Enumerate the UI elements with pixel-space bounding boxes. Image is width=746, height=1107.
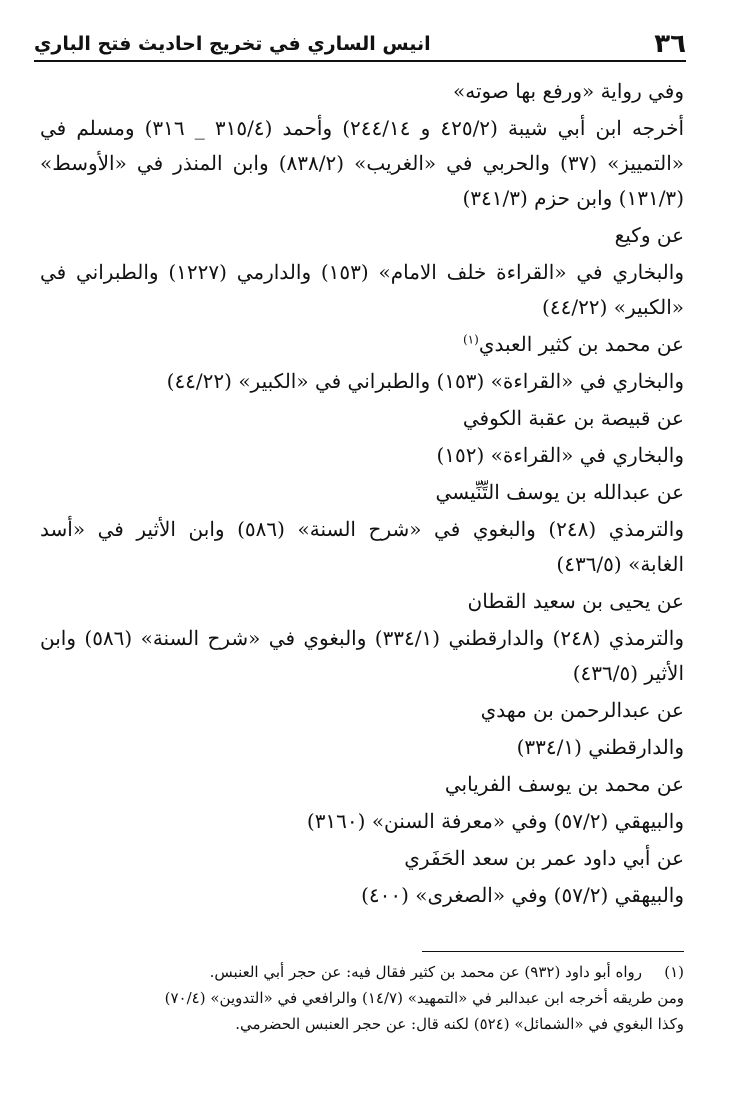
paragraph-text: عن محمد بن كثير العبدي <box>478 332 684 356</box>
text-paragraph: عن قبيصة بن عقبة الكوفي <box>462 406 684 430</box>
text-paragraph: وفي رواية «ورفع بها صوته» <box>453 79 684 103</box>
text-paragraph: والدارقطني (٣٣٤/١) <box>516 735 684 759</box>
running-title: انيس الساري في تخريج احاديث فتح الباري <box>34 33 431 55</box>
text-paragraph: عن يحيى بن سعيد القطان <box>467 589 684 613</box>
text-paragraph: والترمذي (٢٤٨) والدارقطني (٣٣٤/١) والبغوي في «شرح السنة» (٥٨٦) وابن الأثير (٤٣٦/٥) <box>40 626 685 685</box>
text-paragraph: والبيهقي (٥٧/٢) وفي «معرفة السنن» (٣١٦٠) <box>306 809 684 833</box>
footnote-reference: (١) <box>462 332 479 347</box>
main-text <box>40 74 684 915</box>
page-number: ٣٦ <box>654 29 686 59</box>
text-paragraph: والبيهقي (٥٧/٢) وفي «الصغرى» (٤٠٠) <box>361 883 684 907</box>
footnote-row <box>40 959 684 985</box>
text-paragraph: عن محمد بن يوسف الفريابي <box>444 772 684 796</box>
text-paragraph: عن عبدالرحمن بن مهدي <box>480 698 684 722</box>
footnote-divider <box>422 951 684 952</box>
text-paragraph: أخرجه ابن أبي شيبة (٤٢٥/٢ و ٢٤٤/١٤) وأحمد (٣١٥/٤ _ ٣١٦) ومسلم في «التمييز» (٣٧) والحربي في «الغريب» (٨٣٨/٢) وابن المنذر في «الأوسط» (١٣١/٣) وابن حزم (٣٤١/٣) <box>40 116 685 210</box>
footnote-number: (١) <box>664 963 684 981</box>
text-paragraph: والترمذي (٢٤٨) والبغوي في «شرح السنة» (٥٨٦) وابن الأثير في «أسد الغابة» (٤٣٦/٥) <box>40 517 684 576</box>
text-paragraph: والبخاري في «القراءة» (١٥٣) والطبراني في «الكبير» (٤٤/٢٢) <box>166 369 684 393</box>
text-paragraph: عن وكيع <box>614 223 684 247</box>
text-paragraph: والبخاري في «القراءة» (١٥٢) <box>436 443 684 467</box>
text-paragraph: عن عبدالله بن يوسف التِّنِّيسي <box>435 480 684 504</box>
text-paragraph: والبخاري في «القراءة خلف الامام» (١٥٣) والدارمي (١٢٢٧) والطبراني في «الكبير» (٤٤/٢٢) <box>40 260 684 319</box>
footnotes <box>40 959 684 1037</box>
footnote-line: وكذا البغوي في «الشمائل» (٥٢٤) لكنه قال: عن حجر العنبس الحضرمي. <box>235 1015 684 1033</box>
page-header <box>34 26 686 62</box>
footnote-line: رواه أبو داود (٩٣٢) عن محمد بن كثير فقال فيه: عن حجر أبي العنبس. <box>209 963 642 981</box>
text-paragraph-with-footnote <box>40 327 684 362</box>
footnote-line: ومن طريقه أخرجه ابن عبدالبر في «التمهيد» (١٤/٧) والرافعي في «التدوين» (٧٠/٤) <box>164 989 684 1007</box>
text-paragraph: عن أبي داود عمر بن سعد الحَفَري <box>404 846 684 870</box>
